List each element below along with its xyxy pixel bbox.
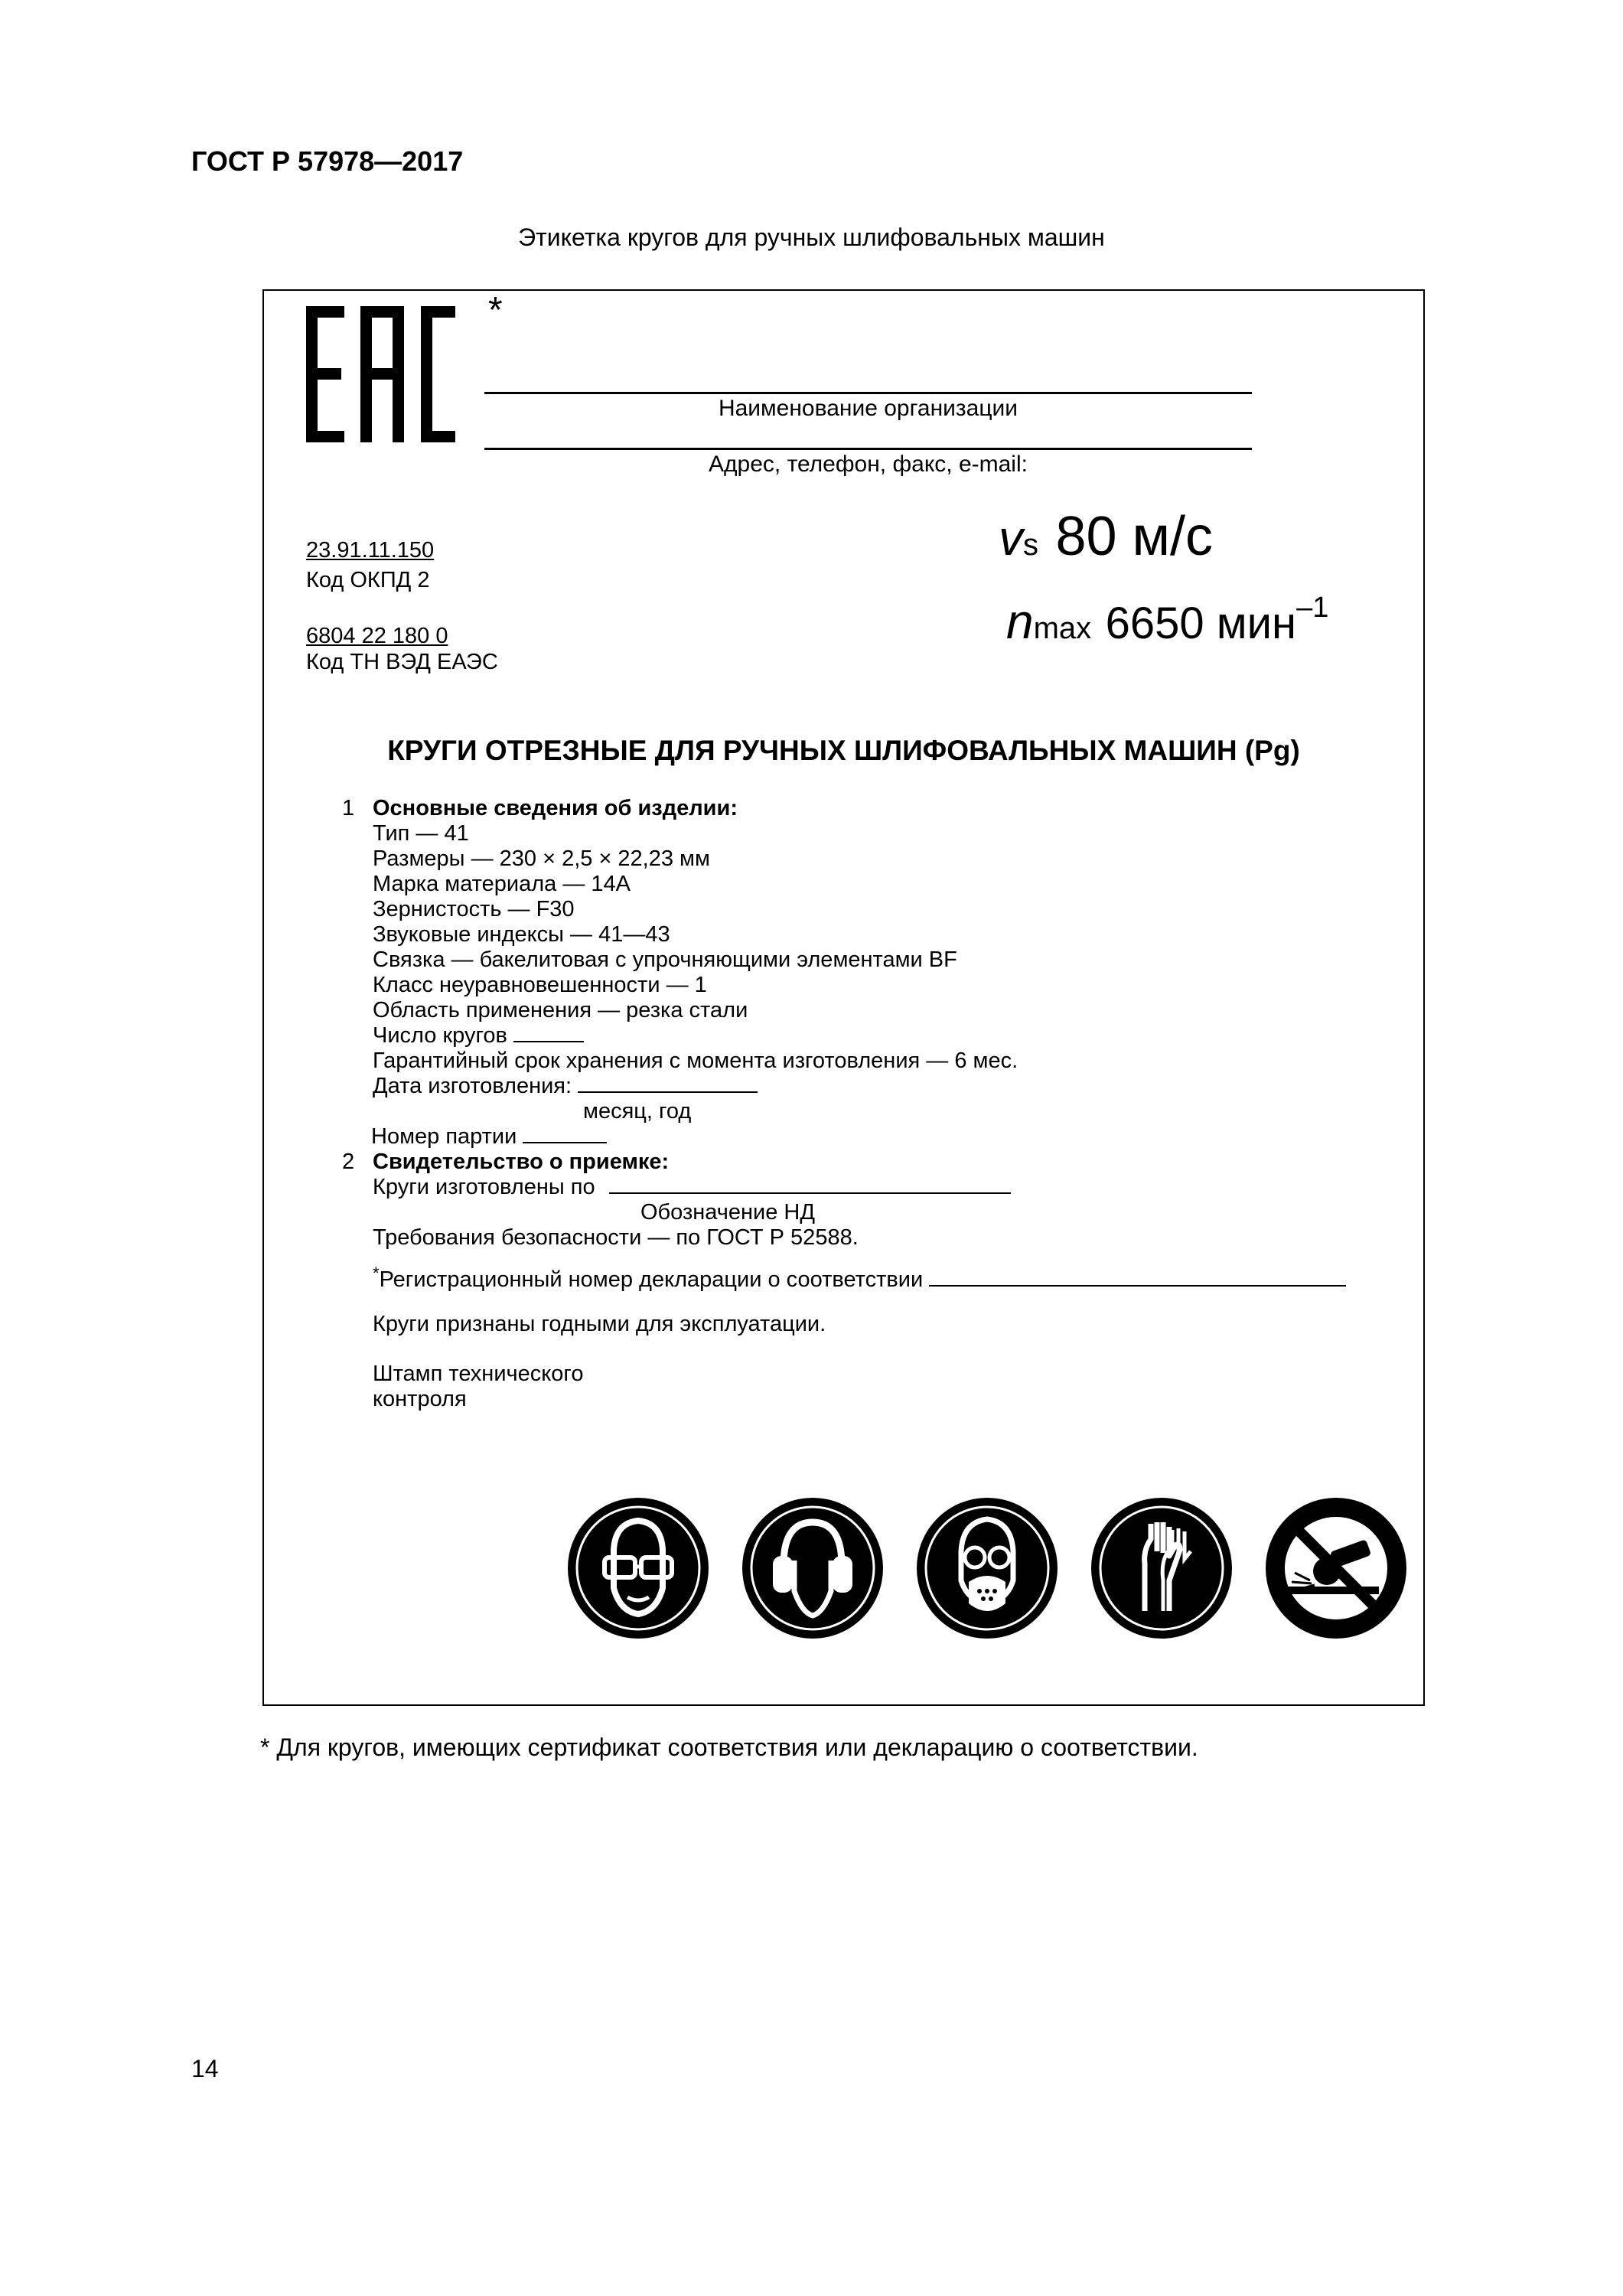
batch-number-field [523,1142,607,1143]
section-1-number: 1 [342,796,355,820]
accepted-statement: Круги признаны годными для эксплуатации. [373,1312,826,1336]
address-line [484,448,1252,450]
product-title: КРУГИ ОТРЕЗНЫЕ ДЛЯ РУЧНЫХ ШЛИФОВАЛЬНЫХ МАШИН (Pg) [387,735,1300,766]
respirator-icon [915,1496,1059,1640]
manufacture-date-field [578,1091,758,1093]
peripheral-speed [999,505,1213,568]
speed-symbol: v [999,510,1023,566]
rpm-symbol: n [1006,594,1034,649]
standard-field [609,1192,1011,1194]
safety-requirements: Требования безопасности — по ГОСТ Р 52588. [373,1225,859,1250]
section-1-heading: Основные сведения об изделии: [373,796,738,820]
spec-bond: Связка — бакелитовая с упрочняющими элементами BF [373,947,957,972]
spec-sound-index: Звуковые индексы — 41—43 [373,922,670,947]
section-2-number: 2 [342,1150,355,1174]
eac-logo [306,306,455,442]
tnved-code: 6804 22 180 0 [306,624,448,648]
speed-subscript: s [1023,528,1038,562]
standard-caption: Обозначение НД [640,1200,815,1225]
protective-gloves-icon [1090,1496,1234,1640]
max-rotation-speed [1006,593,1328,650]
warranty-text: Гарантийный срок хранения с момента изготовления — 6 мес. [373,1049,1018,1073]
speed-value: 80 м/с [1055,506,1214,567]
ear-protection-icon [741,1496,885,1640]
declaration-field [929,1285,1346,1287]
manufacture-date-label: Дата изготовления: [373,1074,572,1098]
section-2-heading: Свидетельство о приемке: [373,1150,670,1174]
footnote: * Для кругов, имеющих сертификат соответствия или декларацию о соответствии. [260,1733,1198,1761]
spec-imbalance-class: Класс неуравновешенности — 1 [373,973,707,997]
spec-grit: Зернистость — F30 [373,897,575,921]
address-caption: Адрес, телефон, факс, e-mail: [709,452,1028,477]
spec-dimensions: Размеры — 230 × 2,5 × 22,23 мм [373,846,710,871]
spec-type: Тип — 41 [373,821,469,846]
rpm-superscript: –1 [1296,592,1329,624]
document-code: ГОСТ Р 57978—2017 [191,145,464,177]
spec-application: Область применения — резка стали [373,998,748,1022]
okpd-label: Код ОКПД 2 [306,568,430,592]
standard-label: Круги изготовлены по [373,1175,595,1199]
org-name-caption: Наименование организации [718,396,1018,421]
declaration-asterisk: * [373,1264,380,1283]
page-number: 14 [191,2055,219,2082]
wheel-count-field [513,1041,584,1042]
okpd-code: 23.91.11.150 [306,538,435,563]
batch-number-label: Номер партии [371,1124,517,1149]
org-name-line [484,392,1252,394]
footnote-asterisk: * [488,290,503,331]
no-grinding-icon [1264,1496,1408,1640]
rpm-value: 6650 мин [1105,598,1297,648]
safety-goggles-icon [566,1496,710,1640]
stamp-label-line-1: Штамп технического [373,1362,584,1386]
manufacture-date-caption: месяц, год [583,1099,692,1124]
figure-caption: Этикетка кругов для ручных шлифовальных машин [518,223,1105,251]
rpm-subscript: max [1033,612,1092,645]
stamp-label-line-2: контроля [373,1387,467,1411]
spec-material: Марка материала — 14А [373,872,631,896]
tnved-label: Код ТН ВЭД ЕАЭС [306,650,498,674]
wheel-count-label: Число кругов [373,1023,507,1048]
declaration-label: Регистрационный номер декларации о соответствии [379,1267,924,1292]
